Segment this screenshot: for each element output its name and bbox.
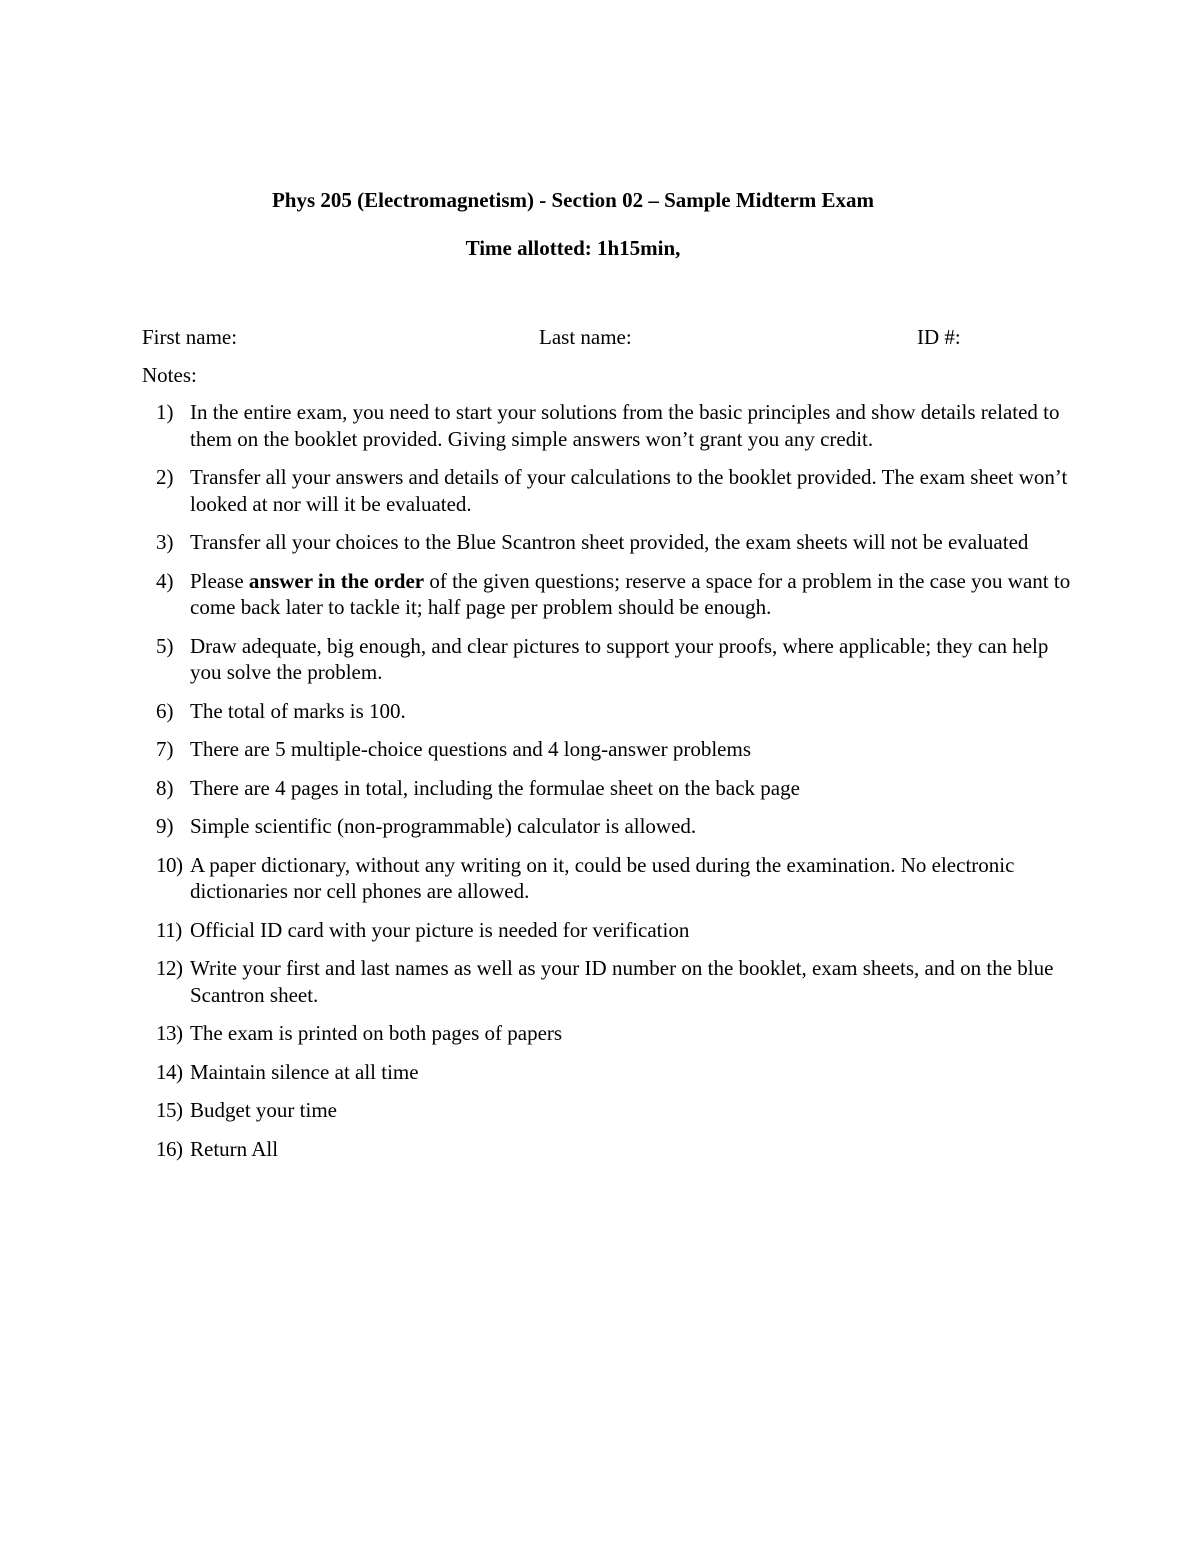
notes-heading: Notes: [142,363,197,387]
list-item [142,1059,1072,1086]
note-text: A paper dictionary, without any writing on it, could be used during the examination. No electronic dictionaries nor cell phones are allowed. [190,852,1015,903]
note-number: 5) [156,633,174,658]
list-item [142,399,1072,452]
list-item [142,464,1072,517]
note-number: 10) [156,852,183,877]
id-label: ID #: [917,325,961,349]
note-text: Transfer all your answers and details of your calculations to the booklet provided. The exam sheet won’t looked at nor will it be evaluated. [190,465,1068,516]
note-text: Official ID card with your picture is needed for verification [190,917,690,942]
list-item [142,852,1072,905]
note-text: Write your first and last names as well as your ID number on the booklet, exam sheets, and on the blue Scantron sheet. [190,956,1054,1007]
time-allotted: Time allotted: 1h15min, [465,236,681,260]
note-number: 9) [156,814,174,838]
note-number: 4) [156,568,174,593]
note-number: 8) [156,775,174,800]
list-item [142,568,1072,621]
note-text: The total of marks is 100. [190,698,406,723]
list-item [142,1136,1072,1163]
note-number: 12) [156,956,183,980]
note-text-post: of the given questions; reserve a space for a problem in the case you want to come back later to tackle it; half page per problem should be enough. [190,568,1071,619]
note-number: 13) [156,1021,183,1045]
last-name-label: Last name: [539,325,632,349]
note-number: 1) [156,400,174,424]
note-text-emphasis: answer in the order [248,568,425,593]
note-number: 14) [156,1059,183,1084]
note-number: 3) [156,530,174,554]
list-item [142,529,1072,556]
note-text: There are 4 pages in total, including the formulae sheet on the back page [190,775,800,800]
list-item [142,698,1072,725]
list-item [142,955,1072,1008]
note-text: Maintain silence at all time [190,1059,419,1084]
list-item [142,917,1072,944]
note-text: In the entire exam, you need to start your solutions from the basic principles and show details related to them on the booklet provided. Giving simple answers won’t grant you any credit. [190,400,1060,451]
note-text [190,569,1070,620]
note-number: 16) [156,1136,183,1161]
note-text-pre: Please [190,568,249,593]
note-text: Simple scientific (non-programmable) calculator is allowed. [190,814,697,838]
list-item [142,1020,1072,1047]
note-number: 7) [156,737,174,761]
notes-list [142,399,1072,1174]
note-number: 15) [156,1098,183,1122]
list-item [142,813,1072,840]
note-text: Transfer all your choices to the Blue Scantron sheet provided, the exam sheets will not be evaluated [190,530,1029,554]
note-text: Budget your time [190,1098,337,1122]
note-text: Return All [190,1136,279,1161]
note-text: There are 5 multiple-choice questions and 4 long-answer problems [190,737,751,761]
list-item [142,633,1072,686]
list-item [142,775,1072,802]
note-text: The exam is printed on both pages of papers [190,1021,563,1045]
student-info-fields [142,323,1042,351]
list-item [142,1097,1072,1124]
note-text: Draw adequate, big enough, and clear pictures to support your proofs, where applicable; they can help you solve the problem. [190,633,1049,684]
note-number: 6) [156,698,174,723]
note-number: 11) [156,917,182,942]
exam-title: Phys 205 (Electromagnetism) - Section 02 – Sample Midterm Exam [271,188,875,212]
first-name-label: First name: [142,325,238,349]
note-number: 2) [156,465,174,489]
list-item [142,736,1072,763]
